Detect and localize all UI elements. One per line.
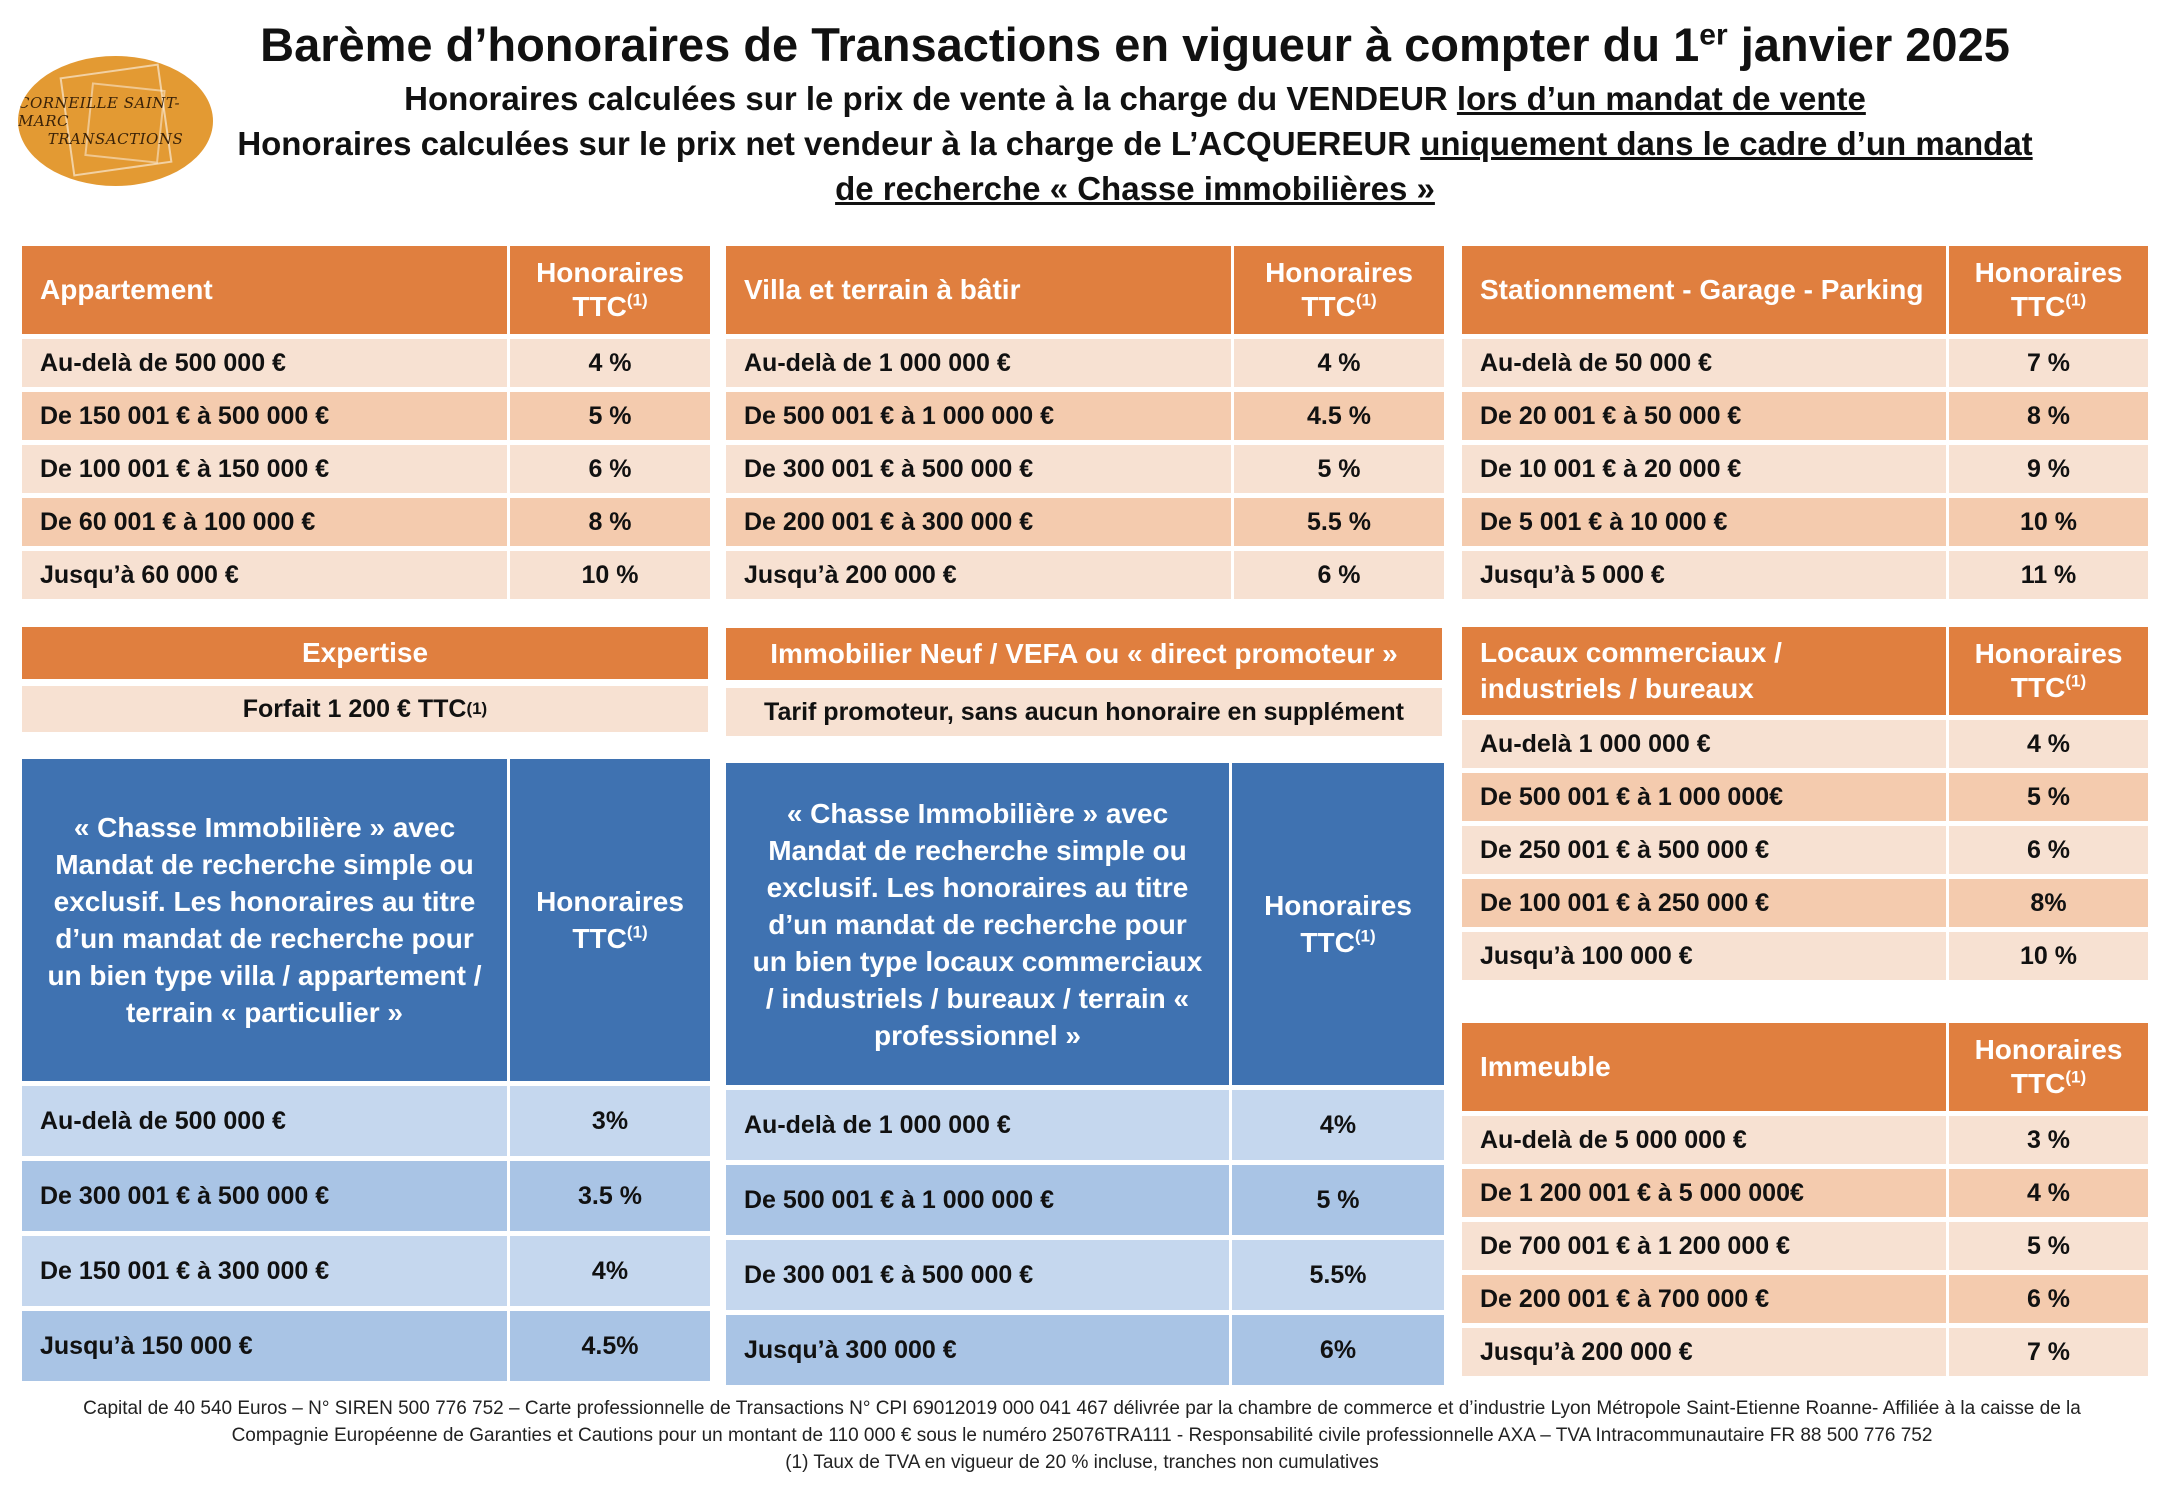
table-title: Immeuble: [1462, 1023, 1946, 1111]
company-logo: [18, 56, 213, 186]
table-row: Au-delà 1 000 000 € 4 %: [1462, 720, 2148, 768]
table-appartement: [22, 241, 710, 604]
table-row: Au-delà de 500 000 € 3%: [22, 1086, 710, 1156]
table-immeuble: [1462, 1018, 2148, 1381]
table-row: Jusqu’à 300 000 € 6%: [726, 1315, 1444, 1385]
table-row: De 1 200 001 € à 5 000 000€ 4 %: [1462, 1169, 2148, 1217]
table-row: De 150 001 € à 300 000 € 4%: [22, 1236, 710, 1306]
table-row: Jusqu’à 150 000 € 4.5%: [22, 1311, 710, 1381]
legal-footer: [10, 1395, 2154, 1476]
table-row: Jusqu’à 5 000 € 11 %: [1462, 551, 2148, 599]
subtitle-acquereur: Honoraires calculées sur le prix net vendeur à la charge de L’ACQUEREUR uniquement dans le cadre d’un mandat: [237, 125, 2033, 162]
page-title: Barème d’honoraires de Transactions en vigueur à compter du 1er janvier 2025: [260, 18, 2010, 71]
table-stationnement: [1462, 241, 2148, 604]
fee-header: Honoraires TTC$^{(1)}$: [1946, 246, 2148, 334]
table-villa: [726, 241, 1444, 604]
neuf-body: Tarif promoteur, sans aucun honoraire en supplément: [726, 688, 1442, 736]
table-row: De 300 001 € à 500 000 € 5.5%: [726, 1240, 1444, 1310]
table-row: Au-delà de 50 000 € 7 %: [1462, 339, 2148, 387]
table-row: De 150 001 € à 500 000 € 5 %: [22, 392, 710, 440]
logo-line-2: TRANSACTIONS: [47, 130, 184, 148]
fee-header: Honoraires TTC$^{(1)}$: [1946, 1023, 2148, 1111]
table-title: Villa et terrain à bâtir: [726, 246, 1231, 334]
expertise-body: Forfait 1 200 € TTC (1): [22, 686, 708, 732]
table-row: De 500 001 € à 1 000 000 € 4.5 %: [726, 392, 1444, 440]
table-row: De 300 001 € à 500 000 € 3.5 %: [22, 1161, 710, 1231]
table-row: Jusqu’à 200 000 € 6 %: [726, 551, 1444, 599]
logo-line-1: CORNEILLE SAINT-MARC: [18, 94, 181, 130]
page-header: [210, 14, 2060, 211]
table-row: De 500 001 € à 1 000 000€ 5 %: [1462, 773, 2148, 821]
subtitle-chasse: de recherche « Chasse immobilières »: [835, 170, 1435, 207]
fee-header: Honoraires TTC$^{(1)}$: [1946, 627, 2148, 715]
table-chasse-particulier: [22, 754, 710, 1386]
table-locaux: [1462, 622, 2148, 985]
footer-note: (1) Taux de TVA en vigueur de 20 % incluse, tranches non cumulatives: [785, 1452, 1379, 1473]
table-row: De 60 001 € à 100 000 € 8 %: [22, 498, 710, 546]
table-row: Au-delà de 1 000 000 € 4 %: [726, 339, 1444, 387]
fee-header: Honoraires TTC$^{(1)}$: [1229, 763, 1444, 1085]
fee-header: Honoraires TTC$^{(1)}$: [507, 759, 710, 1081]
fee-header: Honoraires TTC$^{(1)}$: [507, 246, 710, 334]
table-row: De 250 001 € à 500 000 € 6 %: [1462, 826, 2148, 874]
table-title: Appartement: [22, 246, 507, 334]
subtitle-vendeur: Honoraires calculées sur le prix de vente à la charge du VENDEUR lors d’un mandat de vente: [404, 80, 1866, 117]
table-title: « Chasse Immobilière » avec Mandat de recherche simple ou exclusif. Les honoraires au titre d’un mandat de recherche pour un bien type locaux commerciaux / industriels / bureaux / terrain « professionnel »: [726, 763, 1229, 1085]
table-row: Au-delà de 500 000 € 4 %: [22, 339, 710, 387]
table-chasse-pro: [726, 758, 1444, 1390]
table-row: De 5 001 € à 10 000 € 10 %: [1462, 498, 2148, 546]
table-row: De 100 001 € à 150 000 € 6 %: [22, 445, 710, 493]
table-row: De 20 001 € à 50 000 € 8 %: [1462, 392, 2148, 440]
table-title: Locaux commerciaux / industriels / bureaux: [1462, 627, 1946, 715]
footer-line-1: Capital de 40 540 Euros – N° SIREN 500 776 752 – Carte professionnelle de Transactions N° CPI 69012019 000 041 467 délivrée par la chambre de commerce et d’industrie Lyon Métropole Saint-Etienne Roanne- Affiliée à la caisse de la: [83, 1398, 2081, 1419]
table-row: Jusqu’à 200 000 € 7 %: [1462, 1328, 2148, 1376]
table-row: Jusqu’à 60 000 € 10 %: [22, 551, 710, 599]
table-title: Stationnement - Garage - Parking: [1462, 246, 1946, 334]
table-row: Au-delà de 1 000 000 € 4%: [726, 1090, 1444, 1160]
table-row: De 700 001 € à 1 200 000 € 5 %: [1462, 1222, 2148, 1270]
table-row: De 300 001 € à 500 000 € 5 %: [726, 445, 1444, 493]
table-row: De 100 001 € à 250 000 € 8%: [1462, 879, 2148, 927]
table-title: « Chasse Immobilière » avec Mandat de recherche simple ou exclusif. Les honoraires au titre d’un mandat de recherche pour un bien type villa / appartement / terrain « particulier »: [22, 759, 507, 1081]
neuf-header: Immobilier Neuf / VEFA ou « direct promoteur »: [726, 628, 1442, 680]
expertise-header: Expertise: [22, 627, 708, 679]
table-row: De 200 001 € à 300 000 € 5.5 %: [726, 498, 1444, 546]
table-row: Au-delà de 5 000 000 € 3 %: [1462, 1116, 2148, 1164]
footer-line-2: Compagnie Européenne de Garanties et Cautions pour un montant de 110 000 € sous le numéro 25076TRA111 - Responsabilité civile professionnelle AXA – TVA Intracommunautaire FR 88 500 776 752: [231, 1425, 1933, 1446]
fee-header: Honoraires TTC$^{(1)}$: [1231, 246, 1444, 334]
table-row: Jusqu’à 100 000 € 10 %: [1462, 932, 2148, 980]
table-row: De 10 001 € à 20 000 € 9 %: [1462, 445, 2148, 493]
table-row: De 200 001 € à 700 000 € 6 %: [1462, 1275, 2148, 1323]
table-row: De 500 001 € à 1 000 000 € 5 %: [726, 1165, 1444, 1235]
